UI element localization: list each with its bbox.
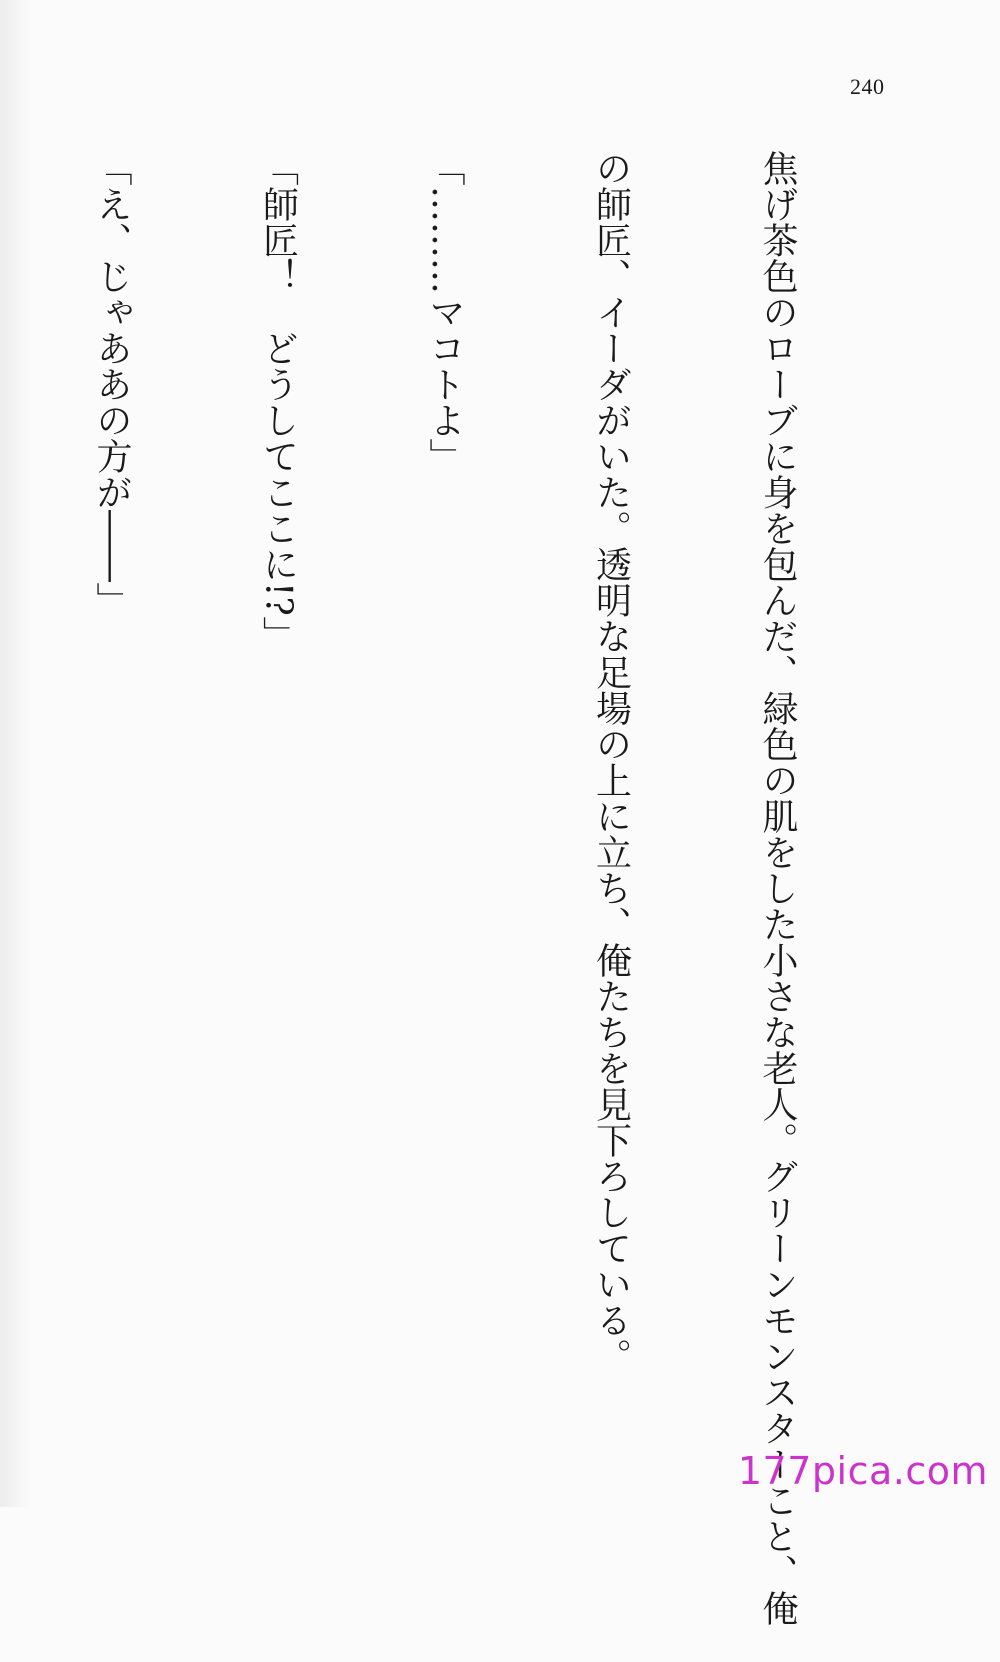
text-line: 「………マコトよ」 [424,150,465,474]
watermark: 177pica.com [737,1449,988,1493]
text-line: 「え、じゃああの方が――」 [91,150,132,618]
text-line: の師匠、イーダがいた。透明な足場の上に立ち、俺たちを見下ろしている。 [590,150,632,1374]
text-line: 焦げ茶色のローブに身を包んだ、緑色の肌をした小さな老人。グリーンモンスターこと、俺 [757,150,798,1626]
page-number: 240 [850,74,885,99]
text-line: 「師匠！ どうしてここに!?」 [257,150,299,652]
